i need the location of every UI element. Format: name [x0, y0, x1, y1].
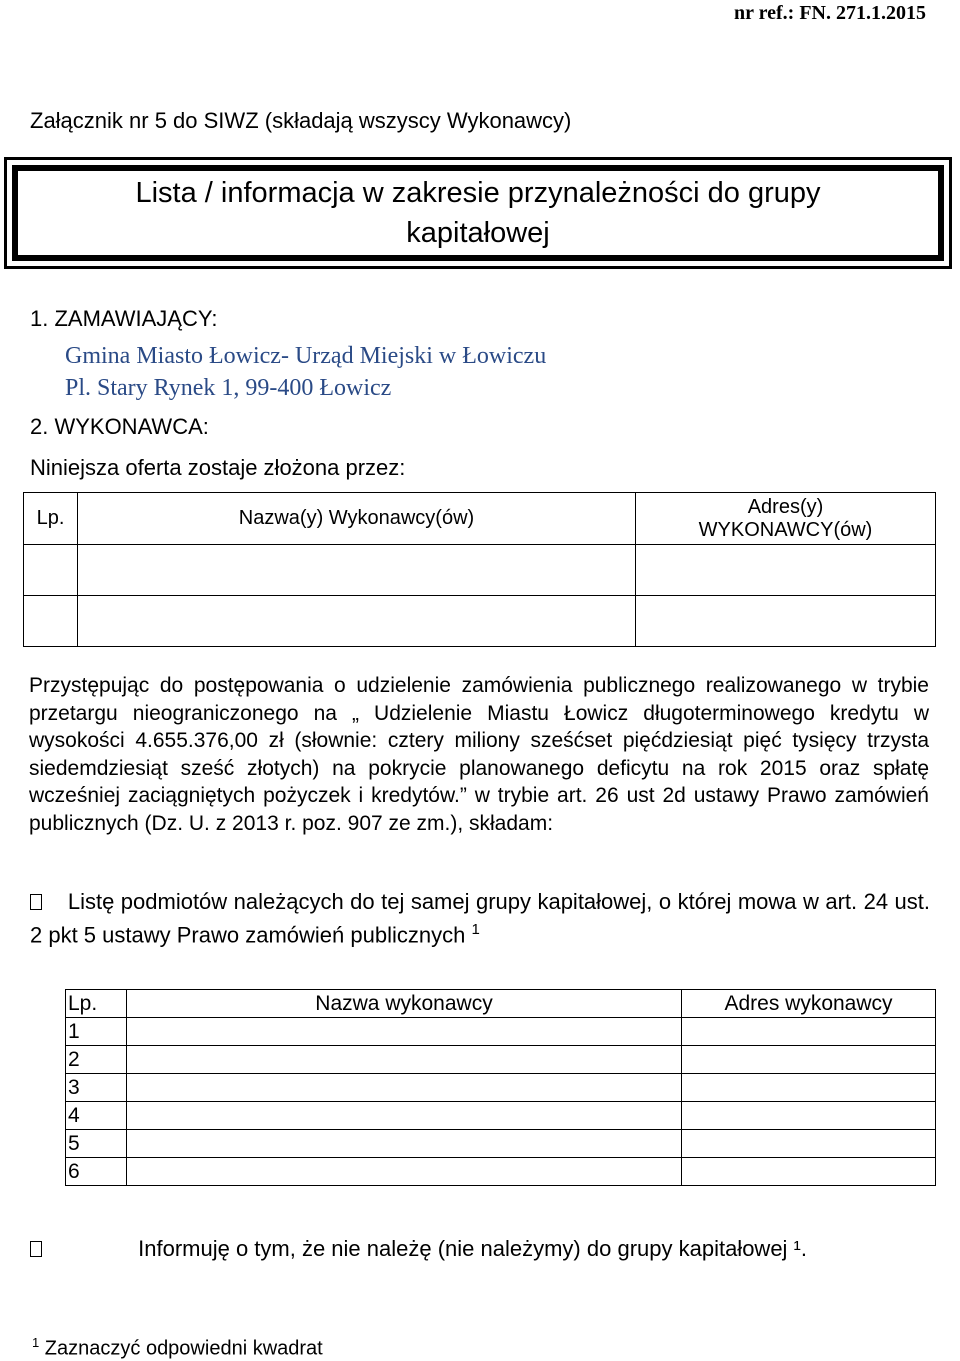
cell-lp[interactable] [24, 596, 78, 647]
option-1-text: Listę podmiotów należących do tej samej grupy kapitałowej, o której mowa w art. 24 ust. 2 pkt 5 ustawy Prawo zamówień publicznych [30, 889, 930, 948]
header-contractor-name: Nazwa(y) Wykonawcy(ów) [78, 493, 636, 545]
title-box [4, 157, 952, 269]
footnote-text: Zaznaczyć odpowiedni kwadrat [44, 1337, 323, 1360]
reference-number: nr ref.: FN. 271.1.2015 [733, 2, 926, 24]
header-address: Adres wykonawcy [682, 990, 936, 1018]
table-row [66, 1018, 936, 1046]
section-2-heading: 2. WYKONAWCA: [30, 414, 209, 439]
header-contractor-address: Adres(y) WYKONAWCY(ów) [636, 493, 936, 545]
cell-address[interactable] [682, 1158, 936, 1186]
contractor-table [23, 492, 936, 647]
title-line-1: Lista / informacja w zakresie przynależności do grupy [135, 177, 821, 209]
table-header-row [66, 990, 936, 1018]
table-row [66, 1074, 936, 1102]
cell-lp: 1 [66, 1018, 127, 1046]
cell-contractor-address[interactable] [636, 545, 936, 596]
header-lp: Lp. [24, 493, 78, 545]
option-1-checkbox[interactable] [30, 894, 42, 910]
cell-lp: 3 [66, 1074, 127, 1102]
cell-address[interactable] [682, 1018, 936, 1046]
option-list-of-entities [30, 888, 930, 949]
cell-address[interactable] [682, 1046, 936, 1074]
table-row [24, 545, 936, 596]
offer-intro: Niniejsza oferta zostaje złożona przez: [30, 455, 406, 480]
document-title [135, 173, 820, 253]
capital-group-table [65, 989, 936, 1186]
cell-address[interactable] [682, 1102, 936, 1130]
contracting-authority-name: Gmina Miasto Łowicz- Urząd Miejski w Łowiczu [65, 343, 547, 369]
title-frame [12, 165, 944, 261]
option-2-checkbox[interactable] [30, 1241, 42, 1257]
title-line-2: kapitałowej [406, 217, 550, 249]
footnote [32, 1335, 323, 1361]
header-lp: Lp. [66, 990, 127, 1018]
table-row [66, 1158, 936, 1186]
attachment-label: Załącznik nr 5 do SIWZ (składają wszyscy Wykonawcy) [30, 108, 572, 133]
cell-name[interactable] [127, 1130, 682, 1158]
cell-lp: 6 [66, 1158, 127, 1186]
header-name: Nazwa wykonawcy [127, 990, 682, 1018]
table-row [66, 1130, 936, 1158]
contracting-authority-address: Pl. Stary Rynek 1, 99-400 Łowicz [65, 375, 392, 401]
table-row [66, 1102, 936, 1130]
cell-name[interactable] [127, 1018, 682, 1046]
cell-lp[interactable] [24, 545, 78, 596]
table-row [24, 596, 936, 647]
cell-address[interactable] [682, 1130, 936, 1158]
cell-contractor-name[interactable] [78, 596, 636, 647]
cell-lp: 4 [66, 1102, 127, 1130]
cell-lp: 5 [66, 1130, 127, 1158]
table-header-row [24, 493, 936, 545]
footnote-ref-1: 1 [471, 921, 480, 938]
cell-name[interactable] [127, 1158, 682, 1186]
cell-name[interactable] [127, 1046, 682, 1074]
option-not-in-group [30, 1236, 807, 1262]
section-1-heading: 1. ZAMAWIAJĄCY: [30, 306, 218, 331]
cell-name[interactable] [127, 1102, 682, 1130]
declaration-paragraph: Przystępując do postępowania o udzielenie zamówienia publicznego realizowanego w trybie przetargu nieograniczonego na „ Udzielenie Miastu Łowicz długoterminowego kredytu w wysokości 4.655.376,00 zł (słownie: cztery miliony sześćset pięćdziesiąt pięć tysięcy trzysta siedemdziesiąt sześć złotych) na pokrycie planowanego deficytu na rok 2015 oraz spłatę wcześniej zaciągniętych pożyczek i kredytów.” w trybie art. 26 ust 2d ustawy Prawo zamówień publicznych (Dz. U. z 2013 r. poz. 907 ze zm.), składam: [29, 674, 929, 835]
cell-contractor-address[interactable] [636, 596, 936, 647]
footnote-mark: 1 [32, 1335, 40, 1350]
cell-contractor-name[interactable] [78, 545, 636, 596]
cell-lp: 2 [66, 1046, 127, 1074]
cell-address[interactable] [682, 1074, 936, 1102]
table-row [66, 1046, 936, 1074]
cell-name[interactable] [127, 1074, 682, 1102]
option-2-text: Informuję o tym, że nie należę (nie należymy) do grupy kapitałowej ¹. [138, 1236, 807, 1261]
